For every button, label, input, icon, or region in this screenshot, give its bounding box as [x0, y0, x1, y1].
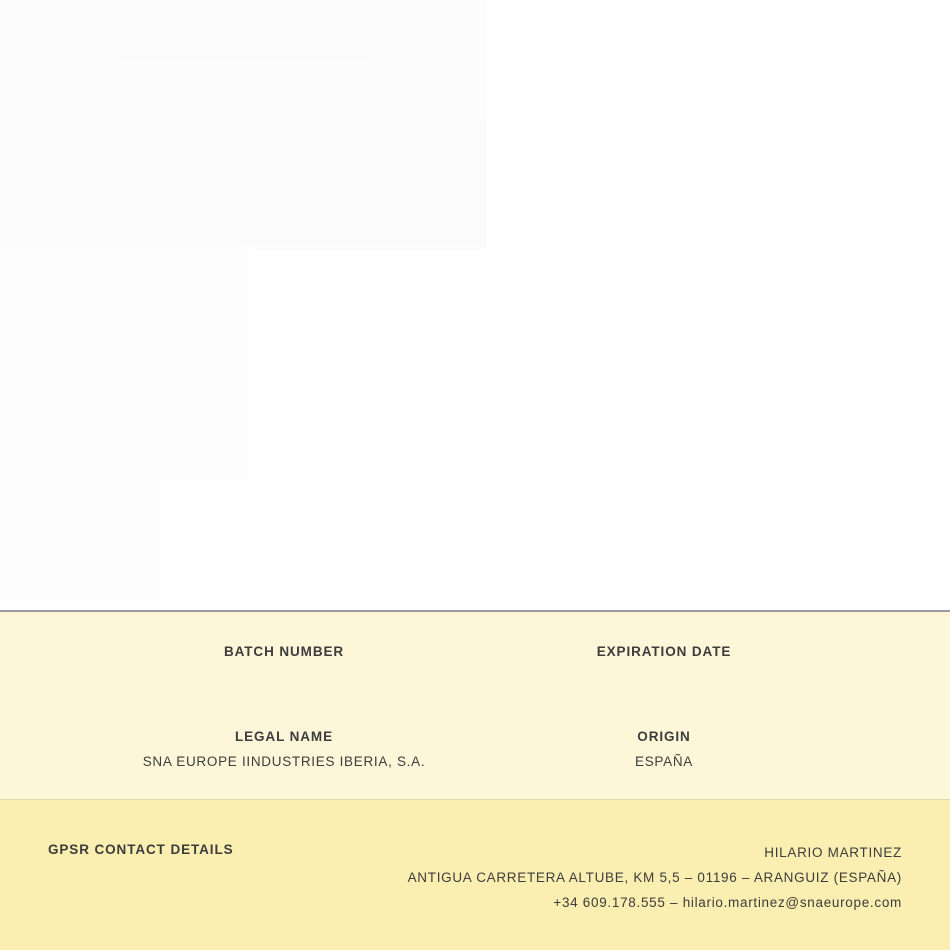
field-label: BATCH NUMBER [223, 644, 345, 659]
gpsr-contact-lines [408, 840, 902, 915]
field-origin [635, 729, 693, 769]
field-label: LEGAL NAME [234, 729, 333, 744]
faint-content-block [0, 250, 250, 480]
gpsr-contact-band [0, 800, 950, 950]
contact-address: ANTIGUA CARRETERA ALTUBE, KM 5,5 – 01196 – ARANGUIZ (ESPAÑA) [407, 870, 902, 885]
field-value: SNA EUROPE IINDUSTRIES IBERIA, S.A. [142, 754, 426, 769]
faint-content-block [0, 480, 160, 600]
product-info-grid [0, 612, 950, 799]
field-label: ORIGIN [637, 729, 691, 744]
field-batch-number [224, 644, 344, 669]
field-label: EXPIRATION DATE [596, 644, 732, 659]
field-expiration-date [597, 644, 732, 669]
field-legal-name [143, 729, 426, 769]
contact-phone-email: +34 609.178.555 – hilario.martinez@snaeurope.com [553, 895, 902, 910]
field-value: ESPAÑA [635, 754, 693, 769]
product-info-band [0, 612, 950, 799]
contact-person-name: HILARIO MARTINEZ [764, 845, 902, 860]
faint-content-block [240, 120, 485, 245]
gpsr-contact-label: GPSR CONTACT DETAILS [48, 842, 234, 857]
faint-content-block [120, 0, 370, 60]
